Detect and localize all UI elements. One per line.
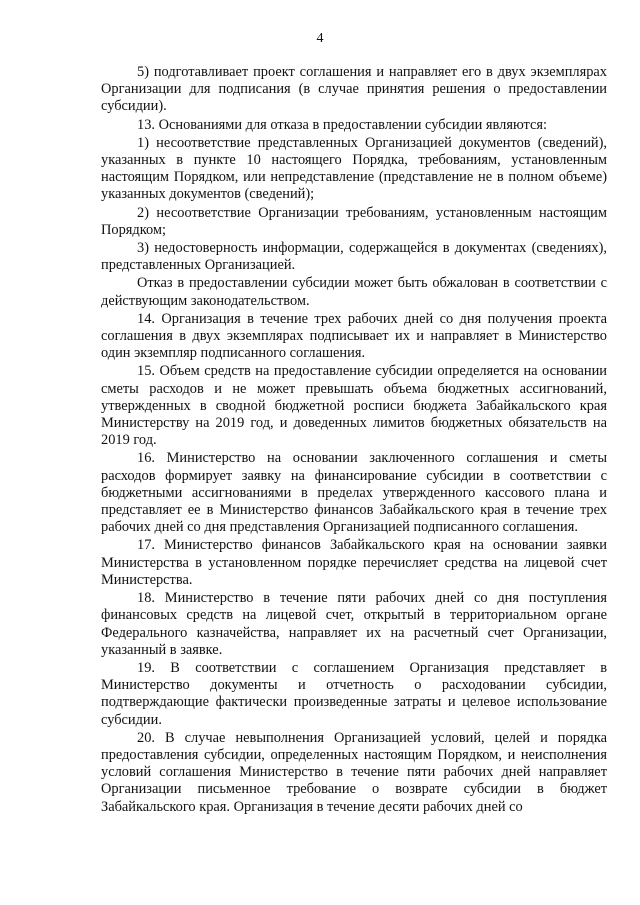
paragraph-19: 19. В соответствии с соглашением Организация представляет в Министерство документы и отчетность о расходовании субсидии, подтверждающие фактически произведенные затраты и целевое использование субсидии. xyxy=(101,659,607,728)
paragraph-15: 15. Объем средств на предоставление субсидии определяется на основании сметы расходов и не может превышать объема бюджетных ассигнований, утвержденных в сводной бюджетной росписи бюджета Забайкальского края Министерству на 2019 год, и доведенных лимитов бюджетных обязательств на 2019 год. xyxy=(101,363,607,449)
paragraph-13-ground-2: 2) несоответствие Организации требованиям, установленным настоящим Порядком; xyxy=(101,204,607,238)
paragraph-13-refusal-grounds: 13. Основаниями для отказа в предоставлении субсидии являются: xyxy=(137,116,547,133)
page-number: 4 xyxy=(316,31,324,46)
paragraph-16: 16. Министерство на основании заключенного соглашения и сметы расходов формирует заявку на финансирование субсидии в соответствии с бюджетными ассигнованиями в пределах утвержденного кассового плана и представляет ее в Министерство финансов Забайкальского края в течение трех рабочих дней со дня представления Организацией подписанного соглашения. xyxy=(101,450,607,536)
paragraph-13-ground-1: 1) несоответствие представленных Организацией документов (сведений), указанных в пункте 10 настоящего Порядка, требованиям, установленным настоящим Порядком, или непредставление (представление не в полном объеме) указанных документов (сведений); xyxy=(101,134,607,203)
paragraph-20: 20. В случае невыполнения Организацией условий, целей и порядка предоставления субсидии, определенных настоящим Порядком, и неисполнения условий соглашения Министерство в течение пяти рабочих дней направляет Организации письменное требование о возврате субсидии в бюджет Забайкальского края. Организация в течение десяти рабочих дней со xyxy=(101,729,607,815)
document-body xyxy=(101,64,607,816)
paragraph-14: 14. Организация в течение трех рабочих дней со дня получения проекта соглашения в двух экземплярах подписывает их и направляет в Министерство один экземпляр подписанного соглашения. xyxy=(101,310,607,362)
paragraph-13-ground-3: 3) недостоверность информации, содержащейся в документах (сведениях), представленных Организацией. xyxy=(101,240,607,274)
paragraph-17: 17. Министерство финансов Забайкальского края на основании заявки Министерства в установленном порядке перечисляет средства на лицевой счет Министерства. xyxy=(101,537,607,588)
paragraph-item-5-prepare-agreement: 5) подготавливает проект соглашения и направляет его в двух экземплярах Организации для подписания (в случае принятия решения о предоставлении субсидии). xyxy=(101,64,607,115)
paragraph-18: 18. Министерство в течение пяти рабочих дней со дня поступления финансовых средств на лицевой счет, открытый в территориальном органе Федерального казначейства, направляет их на расчетный счет Организации, указанный в заявке. xyxy=(101,590,607,658)
paragraph-refusal-appeal: Отказ в предоставлении субсидии может быть обжалован в соответствии с действующим законодательством. xyxy=(101,275,607,309)
